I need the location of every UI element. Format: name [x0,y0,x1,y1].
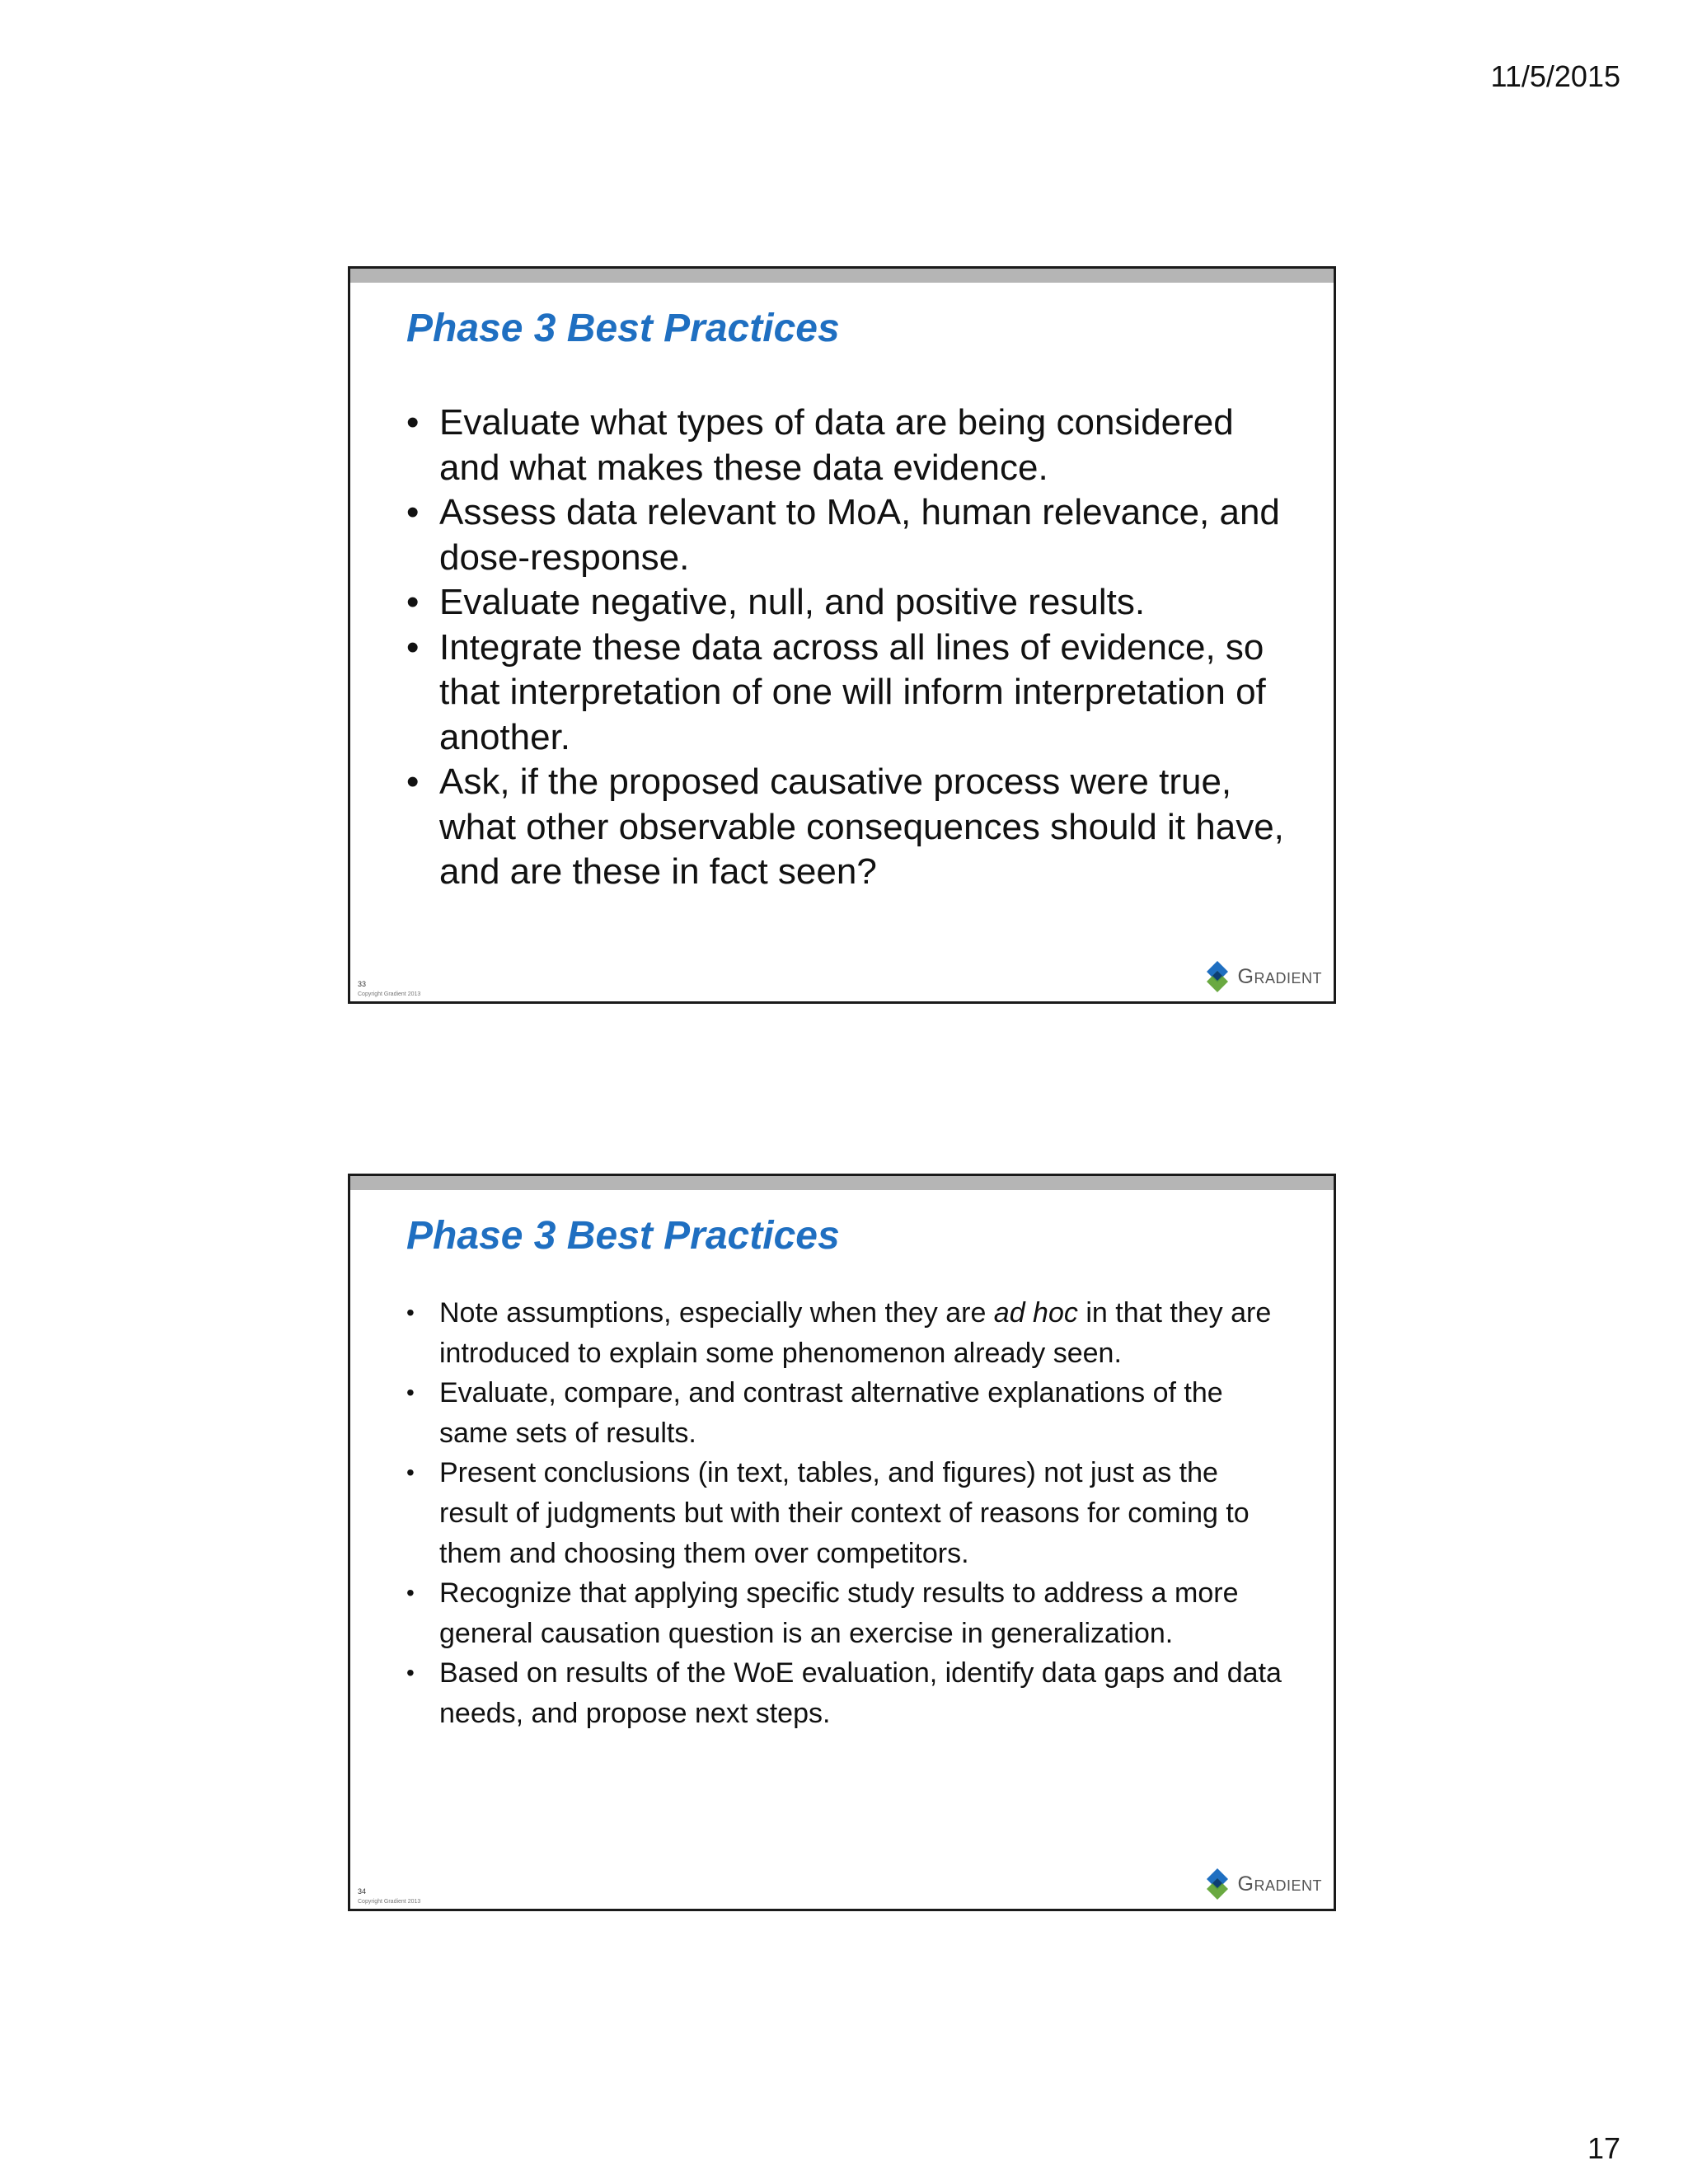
slide-title: Phase 3 Best Practices [406,307,840,350]
slide-33 [348,266,1336,1004]
gradient-logo-icon [1200,1867,1235,1901]
bullet-text-after: in that they are introduced to explain some phenomenon already seen. [439,1297,1272,1369]
logo-text: Gradient [1237,1872,1322,1896]
bullet-item [406,760,1284,895]
page-number: 17 [1587,2131,1620,2165]
bullet-item [406,1373,1284,1453]
bullet-item [406,401,1284,490]
bullet-list [406,401,1284,895]
bullet-text: Evaluate, compare, and contrast alternative explanations of the same sets of results. [439,1377,1223,1449]
slide-number: 34 [358,1887,367,1896]
gradient-logo [1200,1866,1322,1902]
gradient-logo [1200,958,1322,995]
bullet-item [406,580,1284,626]
bullet-item [406,1573,1284,1653]
bullet-icon: • [406,492,420,532]
slide-copyright: Copyright Gradient 2013 [358,1899,421,1905]
bullet-text: Assess data relevant to MoA, human relevance, and dose-response. [439,492,1280,578]
bullet-item [406,1653,1284,1733]
bullet-item [406,490,1284,580]
bullet-text: Evaluate negative, null, and positive results. [439,582,1146,622]
bullet-item [406,1293,1284,1373]
bullet-icon: • [406,1660,415,1686]
bullet-icon: • [406,1580,415,1606]
bullet-icon: • [406,582,420,622]
bullet-icon: • [406,402,420,443]
slide-copyright: Copyright Gradient 2013 [358,991,421,997]
bullet-item [406,1453,1284,1573]
bullet-icon: • [406,1380,415,1406]
slide-34 [348,1174,1336,1911]
bullet-text-italic: ad hoc [993,1297,1078,1329]
bullet-text: Present conclusions (in text, tables, and figures) not just as the result of judgments but with their context of reasons for coming to them and choosing them over competitors. [439,1457,1250,1569]
bullet-text: Based on results of the WoE evaluation, identify data gaps and data needs, and propose next steps. [439,1657,1282,1729]
bullet-list [406,1293,1284,1734]
logo-text: Gradient [1237,964,1322,988]
page-date: 11/5/2015 [1490,59,1620,93]
slide-top-bar [350,1176,1334,1190]
bullet-icon: • [406,762,420,802]
bullet-icon: • [406,1460,415,1486]
slide-top-bar [350,269,1334,283]
bullet-text: Evaluate what types of data are being considered and what makes these data evidence. [439,402,1234,488]
bullet-text-before: Note assumptions, especially when they are [439,1297,994,1329]
gradient-logo-icon [1200,959,1235,994]
bullet-text: Integrate these data across all lines of evidence, so that interpretation of one will inform interpretation of another. [439,626,1266,757]
bullet-icon: • [406,626,420,668]
bullet-text: Recognize that applying specific study results to address a more general causation question is an exercise in generalization. [439,1577,1239,1649]
bullet-icon: • [406,1300,415,1325]
bullet-text: Ask, if the proposed causative process were true, what other observable consequences should it have, and are these in fact seen? [439,762,1284,892]
bullet-item [406,626,1284,761]
slide-number: 33 [358,980,367,988]
slide-title: Phase 3 Best Practices [406,1214,840,1258]
